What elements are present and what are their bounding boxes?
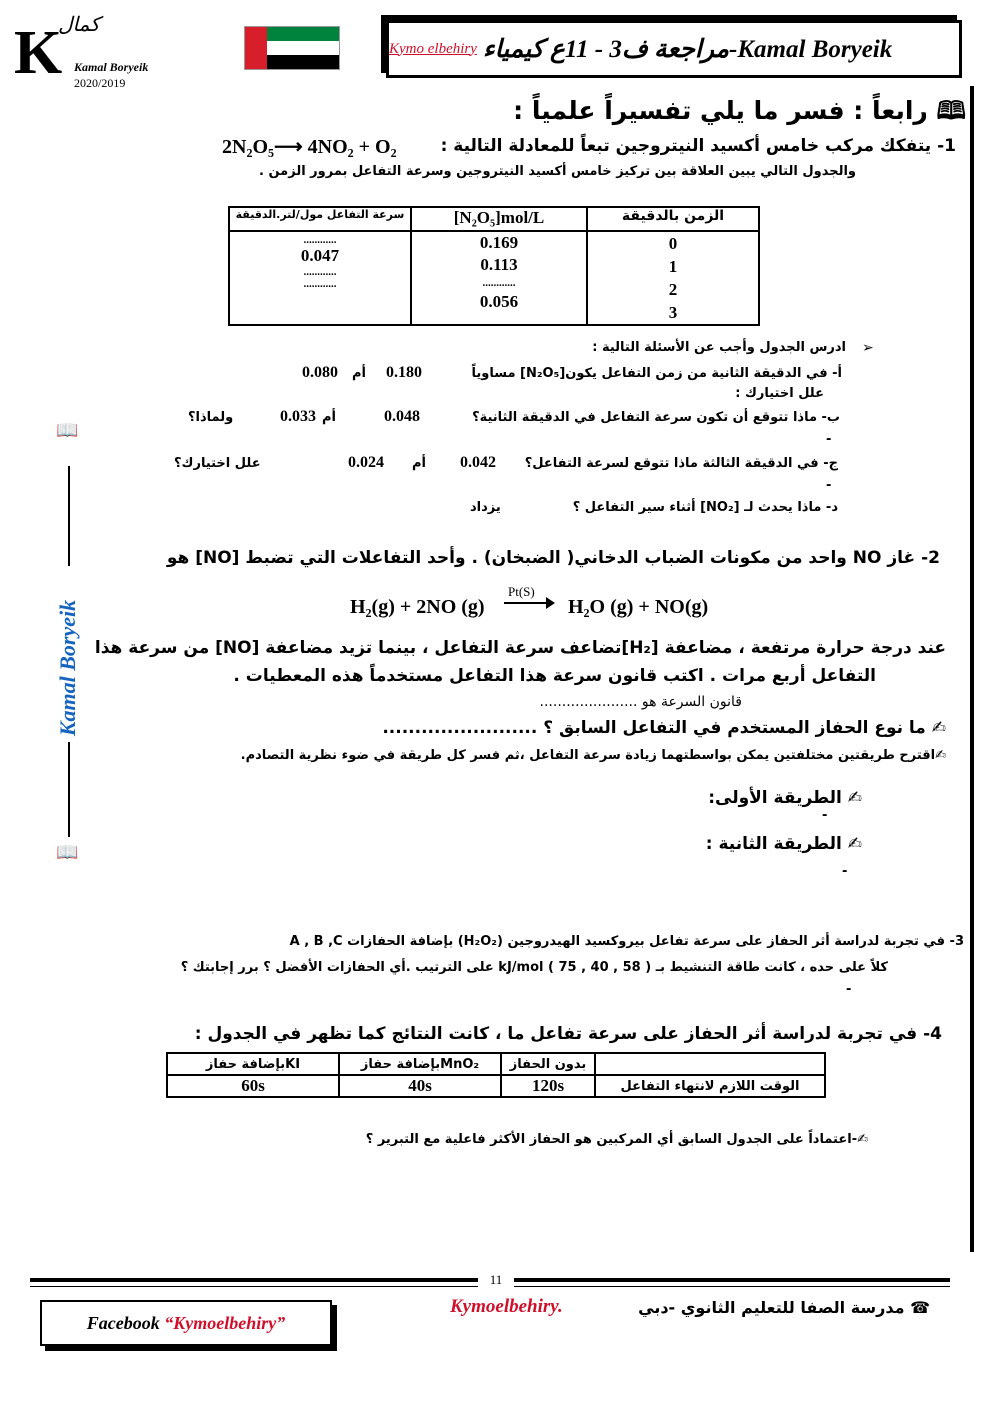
- arrow-head-icon: [546, 597, 555, 609]
- q3-line2: كلاً على حده ، كانت طاقة التنشيط بـ kJ/mol ( 75 , 40 , 58 ) على الترتيب .أي الحفازات الأفضل ؟ برر إجابتك ؟: [180, 960, 888, 975]
- q2-catalyst-type: ✍ ما نوع الحفاز المستخدم في التفاعل السابق ؟ ........................: [382, 718, 946, 738]
- rate-cell: ............: [303, 266, 337, 278]
- q2-way2: ✍ الطريقة الثانية :: [705, 834, 862, 854]
- q1-a-opt2: 0.080: [302, 364, 338, 381]
- arrow-bullet-icon: ➢: [862, 340, 874, 356]
- time-cell: 0: [668, 234, 678, 253]
- q1-study: ادرس الجدول وأجب عن الأسئلة التالية :: [592, 340, 846, 355]
- q4-table: [166, 1052, 826, 1098]
- rate-column: [229, 231, 411, 325]
- q1-a-justify: علل اختيارك :: [735, 386, 824, 401]
- title-box: [386, 20, 962, 78]
- answer-dash: -: [822, 808, 828, 823]
- conc-cell: 0.169: [479, 233, 519, 252]
- q1-d-text: د- ماذا يحدث لـ [NO₂] أثناء سير التفاعل ؟: [572, 500, 838, 515]
- answer-dash: -: [826, 478, 832, 493]
- q1-b-opt2: 0.033: [280, 408, 316, 425]
- school-name: ☎ مدرسة الصفا للتعليم الثانوي -دبي: [638, 1298, 930, 1317]
- table-header: بدون الحفاز: [501, 1053, 595, 1075]
- q1-b-opt1: 0.048: [384, 408, 420, 425]
- q1-b-text: ب- ماذا تتوقع أن تكون سرعة التفاعل في الدقيقة الثانية؟: [472, 410, 840, 425]
- q1-c-text: ج- في الدقيقة الثالثة ماذا تتوقع لسرعة التفاعل؟: [524, 456, 838, 471]
- table-row-label: الوقت اللازم لانتهاء التفاعل: [595, 1075, 825, 1097]
- q2-suggest: ✍اقترح طريقتين مختلفتين يمكن بواسطتهما زيادة سرعة التفاعل ،ثم فسر كل طريقة في ضوء نظرية التصادم.: [240, 748, 946, 763]
- answer-dash: -: [826, 432, 832, 447]
- table-header: [N₂O₅]mol/L: [411, 207, 587, 231]
- time-cell: 1: [668, 257, 678, 276]
- page-number: 11: [478, 1272, 514, 1288]
- time-cell: 3: [668, 303, 678, 322]
- q2-law: قانون السرعة هو ......................: [539, 694, 742, 710]
- footer-brand: Kymoelbehiry.: [450, 1296, 563, 1317]
- side-divider: [68, 466, 70, 566]
- table-header: الزمن بالدقيقة: [587, 207, 759, 231]
- q4-question: ✍-اعتماداً على الجدول السابق أي المركبين هو الحفاز الأكثر فاعلية مع التبرير ؟: [365, 1132, 868, 1147]
- facebook-handle: “Kymoelbehiry”: [164, 1312, 286, 1333]
- q2-catalyst: Pt(S): [508, 584, 535, 599]
- logo-signature: كمال: [58, 14, 100, 36]
- conc-cell: ............: [482, 277, 516, 289]
- book-icon: 📖: [56, 842, 79, 863]
- uae-flag-icon: [244, 26, 340, 70]
- conc-cell: 0.113: [480, 255, 518, 274]
- q1-intro: 1- يتفكك مركب خامس أكسيد النيتروجين تبعاً للمعادلة التالية :: [440, 136, 956, 156]
- book-icon: 📖: [56, 420, 79, 441]
- table-header: [595, 1053, 825, 1075]
- q1-a-text: أ- في الدقيقة الثانية من زمن التفاعل يكون[N₂O₅] مساوياً: [471, 366, 842, 381]
- right-rule: [970, 86, 974, 1252]
- facebook-label: Facebook: [86, 1312, 160, 1333]
- q1-d-answer: يزداد: [470, 500, 501, 515]
- q2-eq-left: H₂(g) + 2NO (g): [350, 596, 485, 618]
- q1-table: [228, 206, 760, 326]
- time-cell: 2: [668, 280, 678, 299]
- answer-dash: -: [842, 864, 848, 879]
- q2-intro: 2- غاز NO واحد من مكونات الضباب الدخاني( الضبخان) . وأحد التفاعلات التي تضبط [NO] هو: [166, 548, 940, 568]
- answer-dash: -: [846, 982, 852, 997]
- q2-way1: ✍ الطريقة الأولى:: [708, 788, 862, 808]
- q3-line1: 3- في تجربة لدراسة أثر الحفاز على سرعة تفاعل بيروكسيد الهيدروجين (H₂O₂) بإضافة الحفازات A , B ,C: [289, 934, 964, 949]
- table-cell: 120s: [501, 1075, 595, 1097]
- q4-intro: 4- في تجربة لدراسة أثر الحفاز على سرعة تفاعل ما ، كانت النتائج كما تظهر في الجدول :: [194, 1024, 942, 1044]
- q1-c-opt1: 0.042: [460, 454, 496, 471]
- facebook-box: [40, 1300, 332, 1346]
- side-divider: [68, 742, 70, 837]
- q1-intro2: والجدول التالي يبين العلاقة بين تركيز خامس أكسيد النيتروجين وسرعة التفاعل بمرور الزمن .: [259, 164, 856, 179]
- reaction-arrow: [504, 602, 550, 604]
- rate-cell: 0.047: [300, 246, 340, 265]
- q1-a-or: أم: [352, 366, 366, 381]
- q2-eq-right: H₂O (g) + NO(g): [568, 596, 709, 618]
- q1-c-justify: علل اختيارك؟: [174, 456, 261, 471]
- rate-cell: ............: [303, 278, 337, 290]
- table-header: بإضافة حفازMnO₂: [339, 1053, 501, 1075]
- q1-b-why: ولماذا؟: [188, 410, 234, 425]
- page-title: Kamal Boryeik-مراجعة ف3 - 11ع كيمياء: [482, 36, 893, 63]
- section-title: 🕮 رابعاً : فسر ما يلي تفسيراً علمياً :: [513, 96, 966, 125]
- side-author-name: Kamal Boryeik: [55, 599, 80, 737]
- time-column: [587, 231, 759, 325]
- logo-name: Kamal Boryeik: [74, 60, 149, 74]
- logo-letter: K: [14, 19, 63, 87]
- conc-cell: 0.056: [479, 292, 519, 311]
- q2-para1: عند درجة حرارة مرتفعة ، مضاعفة [H₂]تضاعف سرعة التفاعل ، بينما تزيد مضاعفة [NO] من سرعة هذا: [94, 638, 946, 658]
- rate-cell: ............: [303, 234, 337, 246]
- title-brand: Kymo elbehiry: [389, 40, 477, 57]
- table-cell: 40s: [339, 1075, 501, 1097]
- q1-a-opt1: 0.180: [386, 364, 422, 381]
- logo-year: 2020/2019: [74, 76, 126, 90]
- q1-b-or: أم: [322, 410, 336, 425]
- table-cell: 60s: [167, 1075, 339, 1097]
- q1-c-or: أم: [412, 456, 426, 471]
- q1-equation: 2N₂O₅⟶ 4NO₂ + O₂: [222, 136, 397, 158]
- q1-c-opt2: 0.024: [348, 454, 384, 471]
- q2-para2: التفاعل أربع مرات . اكتب قانون سرعة هذا التفاعل مستخدماً هذه المعطيات .: [233, 666, 876, 686]
- conc-column: [411, 231, 587, 325]
- table-header: بإضافة حفازKI: [167, 1053, 339, 1075]
- table-header: سرعة التفاعل مول/لتر.الدقيقة: [229, 207, 411, 231]
